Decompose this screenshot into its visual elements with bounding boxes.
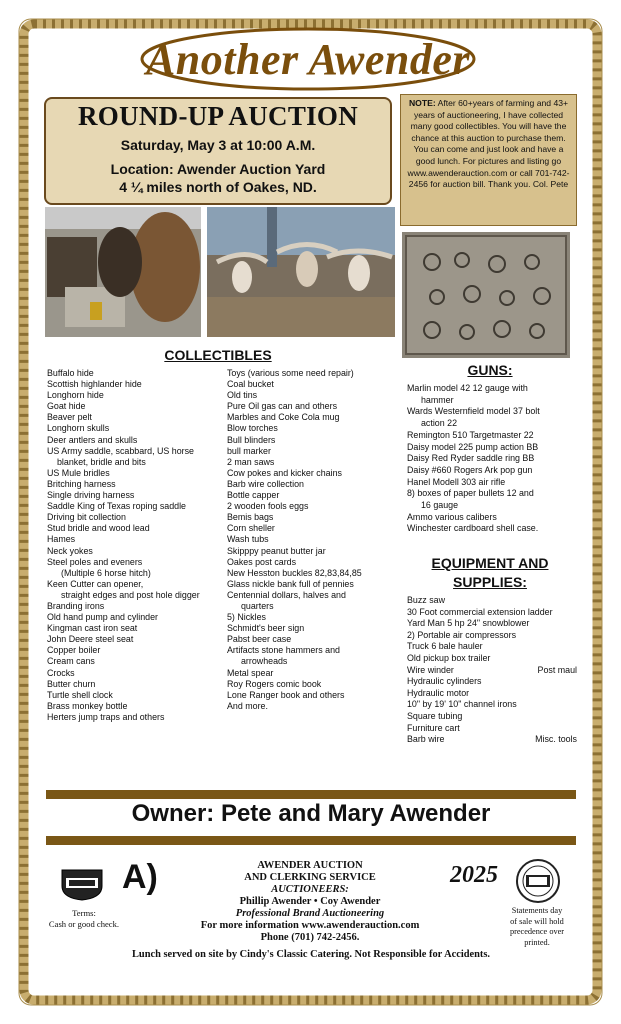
equipment-heading bbox=[405, 554, 575, 592]
list-item bbox=[407, 734, 577, 746]
statements-line: printed. bbox=[524, 937, 550, 947]
list-item: 2) Portable air compressors bbox=[407, 629, 517, 640]
footer-company bbox=[160, 860, 460, 944]
note-box bbox=[400, 94, 577, 226]
list-item: Toys (various some need repair) bbox=[227, 368, 354, 378]
list-item bbox=[407, 665, 577, 677]
list-item: Single driving harness bbox=[47, 490, 135, 501]
list-item: Square tubing bbox=[407, 710, 463, 721]
logo-letter: A) bbox=[122, 858, 158, 896]
terms-text: Cash or good check. bbox=[48, 919, 120, 929]
list-item: Ammo various calibers bbox=[407, 511, 497, 522]
list-item: US Army saddle, scabbard, US horse bbox=[47, 445, 194, 456]
item-misc-tools: Misc. tools bbox=[535, 734, 577, 745]
list-item: 8) boxes of paper bullets 12 and bbox=[407, 488, 534, 499]
list-item: Turtle shell clock bbox=[47, 689, 113, 700]
item-barb-wire: Barb wire bbox=[407, 734, 445, 745]
list-item: Corn sheller bbox=[227, 523, 275, 534]
list-item: Kingman cast iron seat bbox=[47, 623, 138, 634]
list-item: Cream cans bbox=[47, 656, 95, 667]
statements-line: Statements day bbox=[511, 906, 563, 915]
photo-skulls bbox=[207, 207, 395, 337]
list-item: Metal spear bbox=[227, 667, 274, 678]
list-item: Wards Westernfield model 37 bolt bbox=[407, 406, 540, 417]
terms-label: Terms: bbox=[72, 908, 96, 918]
list-item: arrowheads bbox=[241, 656, 288, 667]
list-item: Blow torches bbox=[227, 423, 278, 434]
list-item: Artifacts stone hammers and bbox=[227, 645, 340, 656]
list-item: Winchester cardboard shell case. bbox=[407, 523, 539, 534]
phone: Phone (701) 742-2456. bbox=[260, 932, 360, 943]
company-line-1: AWENDER AUCTION bbox=[257, 860, 363, 871]
list-item: Truck 6 bale hauler bbox=[407, 641, 483, 652]
list-item: Steel poles and eveners bbox=[47, 556, 143, 567]
list-item: 5) Nickles bbox=[227, 612, 266, 623]
list-item: New Hesston buckles 82,83,84,85 bbox=[227, 567, 362, 578]
lunch-note: Lunch served on site by Cindy's Classic Catering. Not Responsible for Accidents. bbox=[131, 949, 490, 960]
list-item: blanket, bridle and bits bbox=[57, 456, 146, 467]
list-item: Bemis bags bbox=[227, 512, 274, 523]
list-item: straight edges and post hole digger bbox=[61, 589, 200, 600]
list-item: Yard Man 5 hp 24" snowblower bbox=[407, 618, 530, 629]
list-item: Crocks bbox=[47, 667, 75, 678]
list-item: 2 man saws bbox=[227, 456, 275, 467]
collectibles-heading: COLLECTIBLES bbox=[164, 347, 272, 363]
list-item: Old pickup box trailer bbox=[407, 652, 491, 663]
list-item: John Deere steel seat bbox=[47, 634, 134, 645]
list-item: Centennial dollars, halves and bbox=[227, 589, 346, 600]
list-item: Herters jump traps and others bbox=[47, 711, 165, 722]
list-item: Wash tubs bbox=[227, 534, 269, 545]
auction-directions: 4 ¼ miles north of Oakes, ND. bbox=[119, 179, 317, 195]
national-auctioneers-seal bbox=[512, 858, 564, 904]
list-item: And more. bbox=[227, 700, 268, 711]
list-item: (Multiple 6 horse hitch) bbox=[61, 567, 151, 578]
year: 2025 bbox=[450, 862, 498, 888]
list-item: 2 wooden fools eggs bbox=[227, 501, 309, 512]
list-item: Goat hide bbox=[47, 401, 86, 412]
list-item: Butter churn bbox=[47, 678, 96, 689]
list-item: Pabst beer case bbox=[227, 634, 292, 645]
list-item: Daisy model 225 pump action BB bbox=[407, 441, 539, 452]
guns-heading: GUNS: bbox=[467, 362, 513, 378]
list-item: bull marker bbox=[227, 445, 271, 456]
list-item: Driving bit collection bbox=[47, 512, 126, 523]
auction-date: Saturday, May 3 at 10:00 A.M. bbox=[120, 137, 316, 153]
list-item: 30 Foot commercial extension ladder bbox=[407, 606, 553, 617]
list-item: Scottish highlander hide bbox=[47, 379, 142, 390]
photo-hides bbox=[45, 207, 201, 337]
list-item: Roy Rogers comic book bbox=[227, 678, 322, 689]
statements-line: of sale will hold bbox=[510, 916, 564, 926]
list-item: Oakes post cards bbox=[227, 556, 297, 567]
list-item: Beaver pelt bbox=[47, 412, 92, 423]
terms bbox=[44, 908, 124, 930]
auctioneer-seal-left bbox=[58, 866, 106, 902]
list-item: Pure Oil gas can and others bbox=[227, 401, 338, 412]
list-item: Buzz saw bbox=[407, 595, 445, 605]
list-item: Buffalo hide bbox=[47, 368, 94, 378]
list-item: Lone Ranger book and others bbox=[227, 689, 345, 700]
auctioneers-label: AUCTIONEERS: bbox=[271, 884, 349, 895]
list-item: Britching harness bbox=[47, 478, 116, 489]
list-item: Schmidt's beer sign bbox=[227, 623, 305, 634]
list-item: Remington 510 Targetmaster 22 bbox=[407, 429, 534, 440]
list-item: Neck yokes bbox=[47, 545, 93, 556]
company-line-2: AND CLERKING SERVICE bbox=[244, 872, 376, 883]
divider-bottom bbox=[46, 836, 576, 845]
list-item: Daisy Red Ryder saddle ring BB bbox=[407, 453, 535, 464]
list-item: Hanel Modell 303 air rifle bbox=[407, 476, 506, 487]
auctioneer-names: Phillip Awender • Coy Awender bbox=[239, 896, 381, 907]
list-item: Brass monkey bottle bbox=[47, 700, 128, 711]
list-item: Daisy #660 Rogers Ark pop gun bbox=[407, 464, 533, 475]
list-item: 10" by 19' 10" channel irons bbox=[407, 699, 517, 710]
website: For more information www.awenderauction.com bbox=[200, 920, 420, 931]
item-post-maul: Post maul bbox=[537, 664, 577, 675]
list-item: 16 gauge bbox=[421, 500, 459, 511]
item-wire-winder: Wire winder bbox=[407, 664, 454, 675]
statements-note bbox=[498, 906, 576, 948]
list-item: Old tins bbox=[227, 390, 258, 401]
equipment-list bbox=[407, 595, 577, 746]
list-item: Marbles and Coke Cola mug bbox=[227, 412, 340, 423]
list-item: Hydraulic motor bbox=[407, 687, 470, 698]
list-item: Bull blinders bbox=[227, 434, 276, 445]
list-item: quarters bbox=[241, 600, 274, 611]
auction-info-box bbox=[44, 97, 392, 205]
list-item: Hames bbox=[47, 534, 76, 545]
list-item: Branding irons bbox=[47, 600, 105, 611]
list-item: Barb wire collection bbox=[227, 478, 304, 489]
divider-top bbox=[46, 790, 576, 799]
list-item: US Mule bridles bbox=[47, 467, 110, 478]
list-item: Copper boiler bbox=[47, 645, 101, 656]
guns-list bbox=[407, 383, 577, 535]
auction-heading: ROUND-UP AUCTION bbox=[77, 101, 359, 131]
list-item: hammer bbox=[421, 394, 454, 405]
list-item: Bottle capper bbox=[227, 490, 280, 501]
note-text: After 60+years of farming and 43+ years of auctioneering, I have collected many good collectibles. You will have the chance at this auction to purchase them. You can come and just look and have a good lunch. For pictures and listing go www.awenderauction.com or call 701-742-2456 for auction bill. Thank you. Col. Pete bbox=[407, 98, 570, 190]
statements-line: precedence over bbox=[509, 927, 565, 936]
list-item: Hydraulic cylinders bbox=[407, 676, 482, 687]
tagline: Professional Brand Auctioneering bbox=[235, 908, 385, 919]
list-item: Longhorn hide bbox=[47, 390, 104, 401]
list-item: Coal bucket bbox=[227, 379, 274, 390]
list-item: Cow pokes and kicker chains bbox=[227, 467, 342, 478]
list-item: Longhorn skulls bbox=[47, 423, 110, 434]
collectibles-column-2 bbox=[227, 368, 399, 712]
list-item: Furniture cart bbox=[407, 722, 460, 733]
page-title: Another Awender bbox=[145, 34, 471, 84]
photo-bits bbox=[402, 232, 570, 358]
list-item: Skipppy peanut butter jar bbox=[227, 545, 326, 556]
auction-location: Location: Awender Auction Yard bbox=[110, 161, 326, 177]
equipment-heading-line-2: SUPPLIES: bbox=[453, 574, 527, 590]
list-item: Keen Cutter can opener, bbox=[47, 578, 144, 589]
list-item: Stud bridle and wood lead bbox=[47, 523, 150, 534]
equipment-heading-line-1: EQUIPMENT AND bbox=[431, 555, 549, 571]
list-item: action 22 bbox=[421, 418, 458, 429]
collectibles-column-1 bbox=[47, 368, 222, 723]
list-item: Glass nickle bank full of pennies bbox=[227, 578, 354, 589]
owner-name: Owner: Pete and Mary Awender bbox=[131, 800, 491, 827]
list-item: Marlin model 42 12 gauge with bbox=[407, 383, 528, 393]
list-item: Old hand pump and cylinder bbox=[47, 612, 159, 623]
list-item: Deer antlers and skulls bbox=[47, 434, 138, 445]
note-label: NOTE: bbox=[408, 98, 436, 108]
list-item: Saddle King of Texas roping saddle bbox=[47, 501, 186, 512]
